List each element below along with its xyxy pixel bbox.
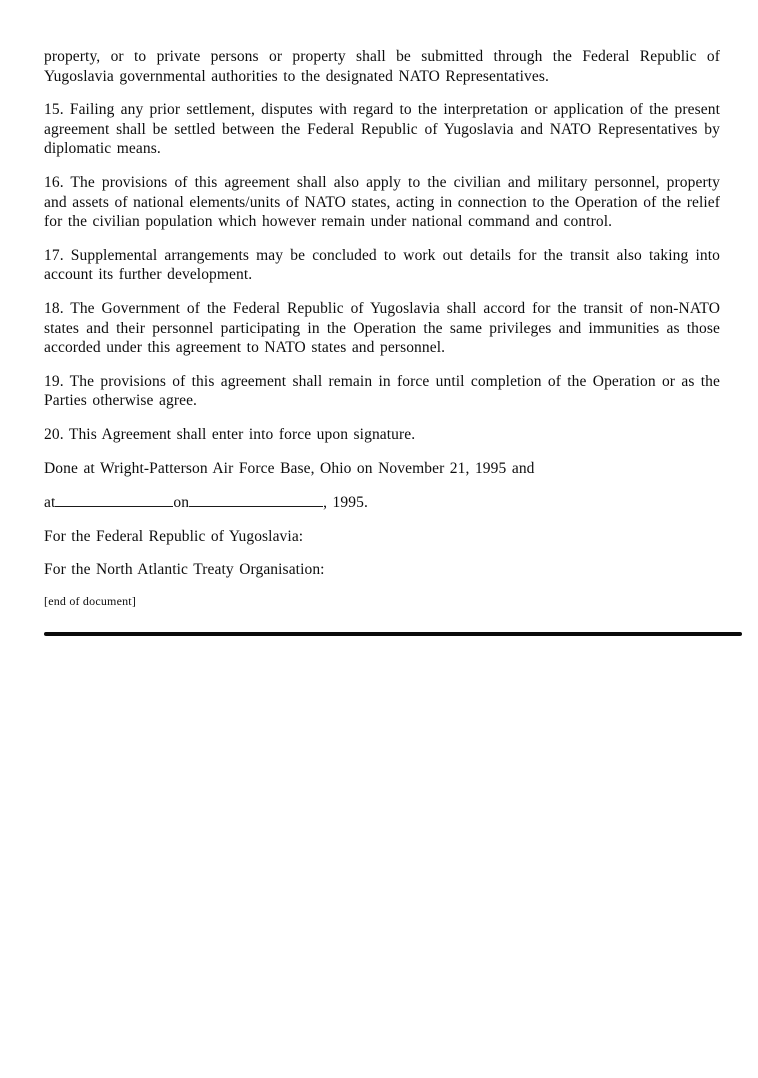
end-of-document-note: [end of document] <box>44 593 137 608</box>
clause-19: 19. The provisions of this agreement shall remain in force until completion of the Operation or as the Parties otherwise agree. <box>44 372 720 410</box>
signatory-yugoslavia-line: For the Federal Republic of Yugoslavia: <box>44 527 304 545</box>
at-label: at <box>44 494 56 512</box>
place-blank-line <box>55 492 173 507</box>
paragraph-continuation: property, or to private persons or property shall be submitted through the Federal Republic of Yugoslavia governmental authorities to the designated NATO Representatives. <box>44 48 720 85</box>
signature-place-date-line <box>44 492 720 513</box>
clause-16: 16. The provisions of this agreement shall also apply to the civilian and military personnel, property and assets of national elements/units of NATO states, acting in connection to the Operation of the relief for the civilian population which however remain under national command and control. <box>44 173 720 231</box>
done-at-line: Done at Wright-Patterson Air Force Base, Ohio on November 21, 1995 and <box>44 459 535 477</box>
clause-20: 20. This Agreement shall enter into force upon signature. <box>44 425 416 443</box>
signatory-nato-line: For the North Atlantic Treaty Organisation: <box>44 561 325 579</box>
date-blank-line <box>189 492 323 507</box>
clause-15: 15. Failing any prior settlement, disputes with regard to the interpretation or application of the present agreement shall be settled between the Federal Republic of Yugoslavia and NATO Representatives by diplomatic means. <box>44 101 720 158</box>
clause-18: 18. The Government of the Federal Republic of Yugoslavia shall accord for the transit of non-NATO states and their personnel participating in the Operation the same privileges and immunities as those accorded under this agreement to NATO states and personnel. <box>44 299 720 357</box>
footer-rule <box>44 632 742 636</box>
on-label: on <box>173 494 190 512</box>
clause-17: 17. Supplemental arrangements may be concluded to work out details for the transit also taking into account its further development. <box>44 246 720 284</box>
year-suffix: , 1995. <box>323 494 368 512</box>
